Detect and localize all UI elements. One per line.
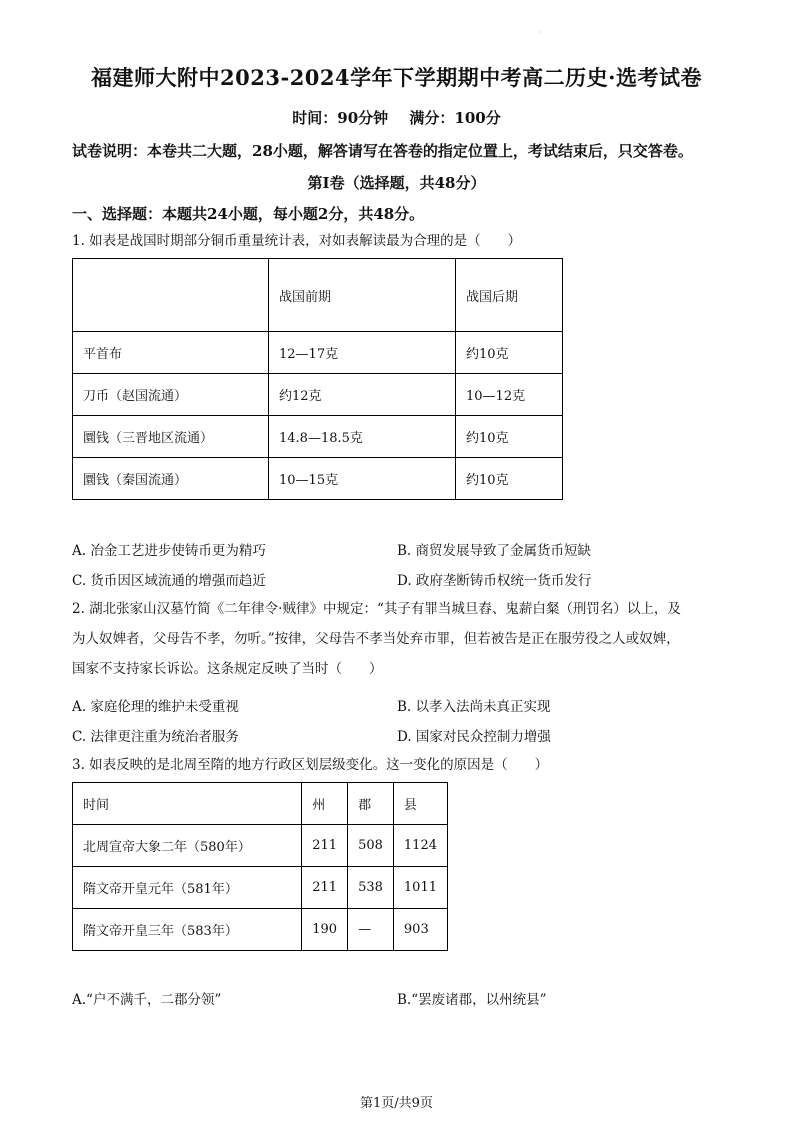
exam-time-info	[0, 107, 793, 128]
table-cell: 190	[302, 909, 348, 951]
q1-option-d: D. 政府垄断铸币权统一货币发行	[397, 573, 592, 589]
table-cell: 隋文帝开皇三年（583年）	[73, 909, 302, 951]
table-cell: 北周宣帝大象二年（580年）	[73, 825, 302, 867]
q2-option-d: D. 国家对民众控制力增强	[397, 729, 551, 745]
table-row	[73, 909, 448, 951]
q1-option-b: B. 商贸发展导致了金属货币短缺	[397, 543, 592, 559]
table-header-row	[73, 259, 563, 332]
table-cell: 10—12克	[456, 374, 563, 416]
table-row	[73, 825, 448, 867]
table-row	[73, 374, 563, 416]
table-cell: 隋文帝开皇元年（581年）	[73, 867, 302, 909]
table-cell: 平首布	[73, 332, 269, 374]
q2-option-c: C. 法律更注重为统治者服务	[72, 729, 239, 745]
table-row	[73, 867, 448, 909]
table-cell: 刀币（赵国流通）	[73, 374, 269, 416]
exam-full-score: 满分：100分	[409, 109, 501, 127]
table-row	[73, 458, 563, 500]
part-heading: 第Ⅰ卷（选择题，共48分）	[307, 174, 486, 192]
q2-option-b: B. 以孝入法尚未真正实现	[397, 699, 551, 715]
table-cell: 538	[348, 867, 394, 909]
table-header-cell: 郡	[348, 783, 394, 825]
administrative-division-table	[72, 782, 448, 951]
question-2-line-3: 国家不支持家长诉讼。这条规定反映了当时（ ）	[72, 661, 383, 677]
exam-duration: 时间：90分钟	[292, 109, 389, 127]
coin-weight-table	[72, 258, 563, 500]
q3-option-b: B.“罢废诸郡，以州统县”	[397, 992, 547, 1008]
table-header-cell: 时间	[73, 783, 302, 825]
table-row	[73, 332, 563, 374]
exam-title: 福建师大附中2023-2024学年下学期期中考高二历史·选考试卷	[91, 65, 702, 90]
table-header-cell: 州	[302, 783, 348, 825]
table-cell: —	[348, 909, 394, 951]
exam-instructions: 试卷说明：本卷共二大题，28小题，解答请写在答卷的指定位置上，考试结束后，只交答卷。	[72, 142, 693, 160]
table-cell: 圜钱（三晋地区流通）	[73, 416, 269, 458]
table-cell: 约12克	[269, 374, 456, 416]
table-cell: 508	[348, 825, 394, 867]
q3-option-a: A.“户不满千，二郡分领”	[72, 992, 222, 1008]
table-cell: 211	[302, 867, 348, 909]
table-cell: 10—15克	[269, 458, 456, 500]
table-cell: 14.8—18.5克	[269, 416, 456, 458]
table-header-row	[73, 783, 448, 825]
q1-option-a: A. 冶金工艺进步使铸币更为精巧	[72, 543, 266, 559]
table-cell: 约10克	[456, 458, 563, 500]
table-cell: 211	[302, 825, 348, 867]
table-header-cell: 战国后期	[456, 259, 563, 332]
scan-mark: ·	[538, 28, 541, 37]
table-cell: 约10克	[456, 332, 563, 374]
question-2-line-2: 为人奴婢者，父母告不孝，勿听。”按律，父母告不孝当处弃市罪，但若被告是正在服劳役之人或奴婢，	[72, 631, 680, 647]
table-header-cell: 县	[393, 783, 447, 825]
table-cell: 1011	[393, 867, 447, 909]
q1-option-c: C. 货币因区域流通的增强而趋近	[72, 573, 266, 589]
table-cell: 约10克	[456, 416, 563, 458]
table-row	[73, 416, 563, 458]
page-number: 第1页/共9页	[360, 1096, 433, 1111]
q2-option-a: A. 家庭伦理的维护未受重视	[72, 699, 239, 715]
table-cell: 903	[393, 909, 447, 951]
table-cell	[73, 259, 269, 332]
question-2-line-1: 2. 湖北张家山汉墓竹简《二年律令·贼律》中规定：“其子有罪当城旦舂、鬼薪白粲（刑罚名）以上，及	[72, 601, 681, 617]
question-1-stem: 1. 如表是战国时期部分铜币重量统计表，对如表解读最为合理的是（ ）	[72, 233, 522, 249]
table-cell: 1124	[393, 825, 447, 867]
table-header-cell: 战国前期	[269, 259, 456, 332]
table-cell: 圜钱（秦国流通）	[73, 458, 269, 500]
question-3-stem: 3. 如表反映的是北周至隋的地方行政区划层级变化。这一变化的原因是（ ）	[72, 757, 549, 773]
section-heading: 一、选择题：本题共24小题，每小题2分，共48分。	[72, 205, 425, 223]
table-cell: 12—17克	[269, 332, 456, 374]
